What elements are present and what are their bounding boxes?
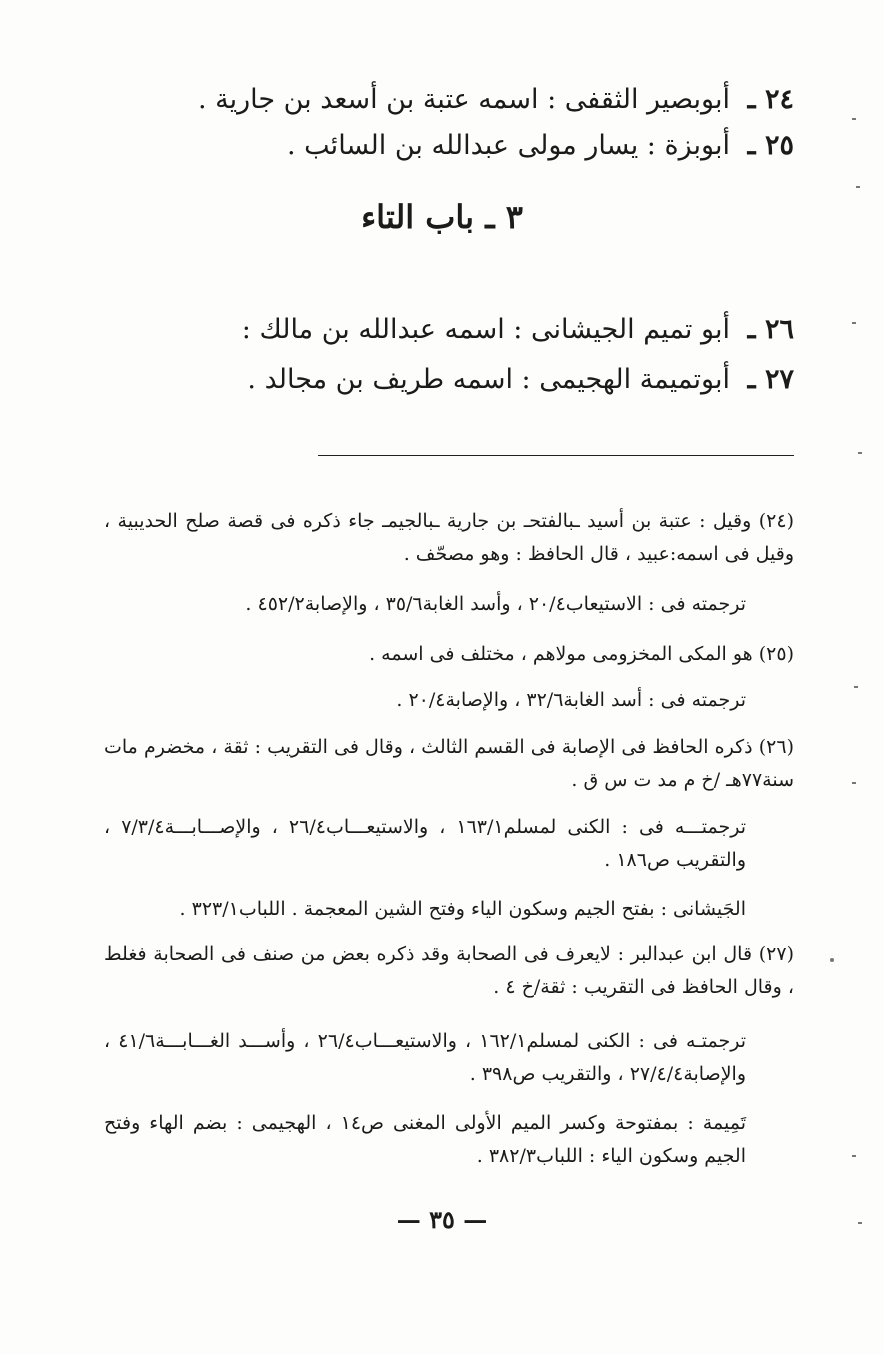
entry-25 [154, 130, 794, 161]
scan-speck [852, 118, 856, 120]
scan-speck [852, 782, 856, 784]
scan-speck [852, 322, 856, 324]
footnote-26 [104, 731, 794, 797]
footnote-27 [104, 938, 794, 1004]
entry-text: أبوبزة : يسار مولى عبدالله بن السائب . [287, 130, 730, 161]
entry-number: ٢٧ ـ [747, 364, 794, 395]
footnote-27-extra: تَمِيمة : بمفتوحة وكسر الميم الأولى المغنى ص١٤ ، الهجيمى : بضم الهاء وفتح الجيم وسكون الياء : اللباب٣٨٢/٣ . [104, 1112, 746, 1167]
footnote-number: (٢٥) [758, 643, 794, 665]
scan-speck [830, 958, 834, 962]
entry-number: ٢٤ ـ [747, 84, 794, 115]
scan-speck [858, 452, 862, 454]
footnote-24 [104, 505, 794, 571]
footnote-25 [104, 638, 794, 671]
footnote-27-refs: ترجمتـه فى : الكنى لمسلم١٦٢/١ ، والاستيعـــاب٢٦/٤ ، وأســـد الغـــابـــة٤١/٦ ، والإصابة٢٧/٤/٤ ، والتقريب ص٣٩٨ . [104, 1030, 746, 1085]
entry-text: أبوبصير الثقفى : اسمه عتبة بن أسعد بن جارية . [197, 84, 730, 115]
entry-27 [154, 364, 794, 395]
footnote-26-extra: الجَيشانى : بفتح الجيم وسكون الياء وفتح الشين المعجمة . اللباب٣٢٣/١ . [179, 898, 746, 920]
scan-speck [852, 1155, 856, 1157]
footnote-separator [318, 455, 794, 456]
scan-speck [856, 186, 860, 188]
chapter-heading: ٣ ـ باب التاء [361, 198, 523, 236]
entry-26 [154, 314, 794, 345]
footnote-number: (٢٦) [758, 736, 794, 758]
footnote-text: وقيل : عتبة بن أسيد ـبالفتحـ بن جارية ـبالجيمـ جاء ذكره فى قصة صلح الحديبية ، وقيل فى اسمه:عبيد ، قال الحافظ : وهو مصحّف . [104, 510, 794, 565]
footnote-24-refs: ترجمته فى : الاستيعاب٢٠/٤ ، وأسد الغابة٣٥/٦ ، والإصابة٤٥٢/٢ . [245, 593, 746, 615]
entry-24 [154, 84, 794, 115]
entry-number: ٢٦ ـ [747, 314, 794, 345]
entry-text: أبوتميمة الهجيمى : اسمه طريف بن مجالد . [247, 364, 730, 395]
footnote-25-refs: ترجمته فى : أسد الغابة٣٢/٦ ، والإصابة٢٠/٤ . [396, 689, 746, 711]
page-number: — ٣٥ — [396, 1205, 488, 1234]
footnote-number: (٢٧) [758, 943, 794, 965]
footnote-26-refs: ترجمتـــه فى : الكنى لمسلم١٦٣/١ ، والاستيعـــاب٢٦/٤ ، والإصـــابـــة٧/٣/٤ ، والتقريب ص١٨٦ . [104, 816, 747, 871]
scan-speck [854, 686, 858, 688]
footnote-text: هو المكى المخزومى مولاهم ، مختلف فى اسمه . [369, 643, 753, 665]
scan-speck [858, 1222, 862, 1224]
footnote-text: ذكره الحافظ فى الإصابة فى القسم الثالث ، وقال فى التقريب : ثقة ، مخضرم مات سنة٧٧هـ /خ م مد ت س ق . [104, 736, 794, 791]
entry-number: ٢٥ ـ [747, 130, 794, 161]
footnote-text: قال ابن عبدالبر : لايعرف فى الصحابة وقد ذكره بعض من صنف فى الصحابة فغلط ، وقال الحافظ فى التقريب : ثقة/خ ٤ . [104, 943, 794, 998]
footnote-number: (٢٤) [758, 510, 794, 532]
entry-text: أبو تميم الجيشانى : اسمه عبدالله بن مالك : [241, 314, 730, 345]
